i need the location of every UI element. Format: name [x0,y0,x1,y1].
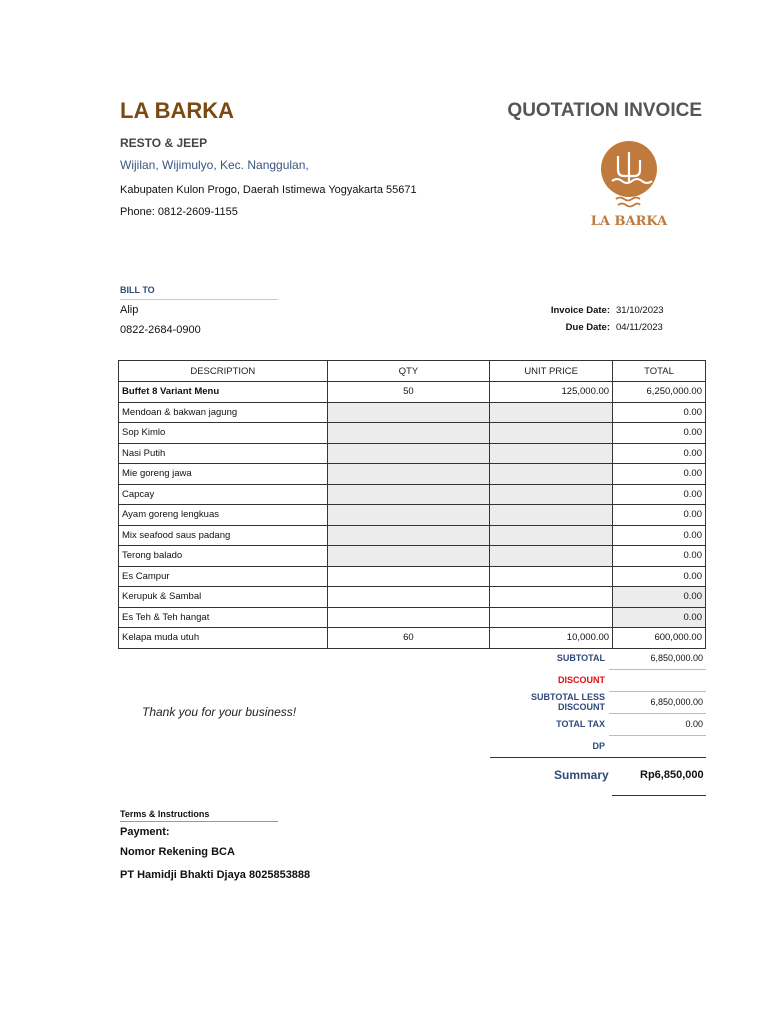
table-row [119,587,706,608]
company-address-line2: Kabupaten Kulon Progo, Daerah Istimewa Yogyakarta 55671 [120,184,417,196]
row-qty [327,443,490,464]
row-total: 600,000.00 [613,628,706,649]
row-qty [327,587,490,608]
row-qty [327,464,490,485]
dp-row [490,735,706,757]
due-date-label: Due Date: [565,322,610,333]
table-row [119,402,706,423]
row-unit-price [490,525,613,546]
row-description: Buffet 8 Variant Menu [119,382,328,403]
tax-value: 0.00 [609,713,706,736]
table-row [119,464,706,485]
totals-block [490,647,706,757]
row-total: 0.00 [613,443,706,464]
row-unit-price [490,443,613,464]
tax-row [490,713,706,735]
row-unit-price [490,464,613,485]
row-unit-price [490,505,613,526]
row-total: 0.00 [613,402,706,423]
summary-underline [612,795,706,796]
row-unit-price [490,423,613,444]
row-unit-price [490,607,613,628]
header-qty: QTY [327,361,490,382]
row-total: 6,250,000.00 [613,382,706,403]
table-row [119,382,706,403]
row-total: 0.00 [613,484,706,505]
row-qty [327,607,490,628]
bank-account: PT Hamidji Bhakti Djaya 8025853888 [120,869,311,881]
company-phone: Phone: 0812-2609-1155 [120,206,238,218]
table-row [119,525,706,546]
bill-to-name: Alip [120,304,139,316]
row-total: 0.00 [613,607,706,628]
thank-you-note: Thank you for your business! [142,705,297,719]
row-total: 0.00 [613,505,706,526]
row-unit-price [490,484,613,505]
due-date-value: 04/11/2023 [616,322,663,333]
table-row [119,546,706,567]
summary-label: Summary [554,768,609,782]
less-discount-row [490,691,706,713]
table-row [119,607,706,628]
company-name: LA BARKA [120,98,235,123]
terms-heading: Terms & Instructions [120,809,278,822]
row-total: 0.00 [613,587,706,608]
row-description: Mix seafood saus padang [119,525,328,546]
subtotal-row [490,647,706,669]
row-qty: 60 [327,628,490,649]
row-description: Kerupuk & Sambal [119,587,328,608]
row-description: Capcay [119,484,328,505]
row-qty [327,525,490,546]
company-address-line1: Wijilan, Wijimulyo, Kec. Nanggulan, [120,158,309,172]
row-description: Mendoan & bakwan jagung [119,402,328,423]
row-unit-price [490,546,613,567]
less-discount-value: 6,850,000.00 [609,691,706,714]
summary-divider [490,757,706,758]
subtotal-value: 6,850,000.00 [609,647,706,670]
dp-label: DP [592,741,605,751]
row-total: 0.00 [613,464,706,485]
bank-name: Nomor Rekening BCA [120,846,235,858]
row-unit-price: 125,000.00 [490,382,613,403]
header-unit-price: UNIT PRICE [490,361,613,382]
subtotal-label: SUBTOTAL [556,653,605,663]
table-row [119,628,706,649]
table-row [119,423,706,444]
tax-label: TOTAL TAX [556,719,605,729]
table-row [119,505,706,526]
row-qty [327,423,490,444]
row-total: 0.00 [613,546,706,567]
bill-to-phone: 0822-2684-0900 [120,324,201,336]
invoice-date-value: 31/10/2023 [616,305,664,316]
discount-value [609,669,706,692]
row-description: Es Campur [119,566,328,587]
dp-value [609,735,706,758]
row-description: Mie goreng jawa [119,464,328,485]
row-qty [327,484,490,505]
payment-label: Payment: [120,826,170,838]
row-unit-price: 10,000.00 [490,628,613,649]
row-qty [327,505,490,526]
company-logo [578,136,688,236]
row-total: 0.00 [613,566,706,587]
row-unit-price [490,587,613,608]
table-row [119,484,706,505]
table-header-row [119,361,706,382]
invoice-dates [551,305,702,339]
bill-to-heading: BILL TO [120,285,278,300]
row-description: Nasi Putih [119,443,328,464]
table-row [119,443,706,464]
row-total: 0.00 [613,525,706,546]
table-row [119,566,706,587]
summary-value: Rp6,850,000 [640,769,704,781]
row-description: Ayam goreng lengkuas [119,505,328,526]
logo-text: LA BARKA [590,214,668,229]
less-discount-label: SUBTOTAL LESS DISCOUNT [530,692,605,712]
header-total: TOTAL [613,361,706,382]
row-qty [327,566,490,587]
row-description: Sop Kimlo [119,423,328,444]
discount-label: DISCOUNT [558,675,605,685]
row-unit-price [490,566,613,587]
discount-row [490,669,706,691]
row-description: Kelapa muda utuh [119,628,328,649]
row-description: Terong balado [119,546,328,567]
company-subtitle: RESTO & JEEP [120,136,208,150]
document-title: QUOTATION INVOICE [507,100,702,121]
header-description: DESCRIPTION [119,361,328,382]
row-qty: 50 [327,382,490,403]
row-description: Es Teh & Teh hangat [119,607,328,628]
row-qty [327,402,490,423]
row-unit-price [490,402,613,423]
invoice-date-label: Invoice Date: [550,305,610,316]
row-total: 0.00 [613,423,706,444]
row-qty [327,546,490,567]
items-table [118,360,706,649]
